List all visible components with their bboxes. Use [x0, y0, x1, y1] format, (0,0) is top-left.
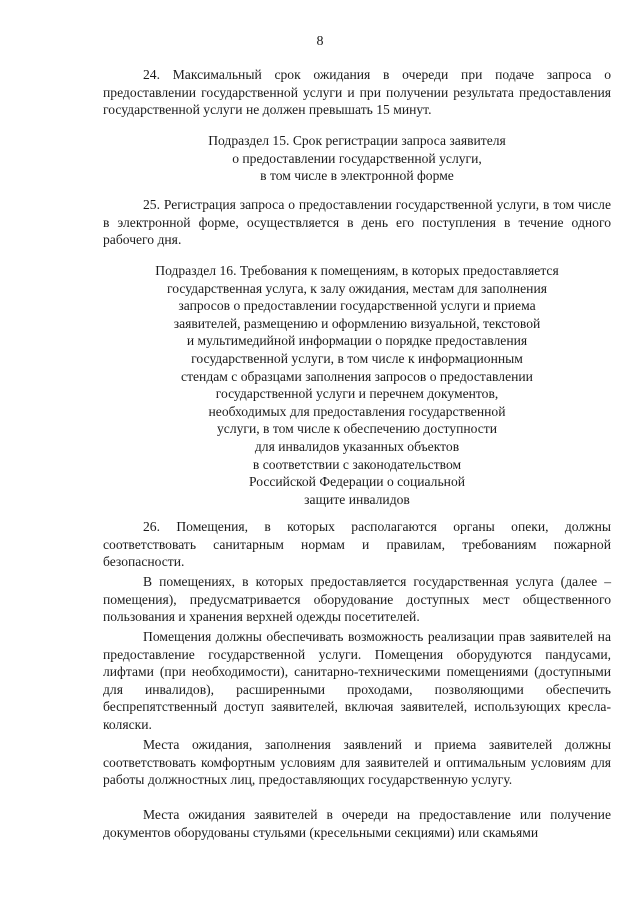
heading-line: необходимых для предоставления государственной: [208, 403, 506, 419]
subsection-15-heading: [103, 132, 611, 185]
heading-line: о предоставлении государственной услуги,: [232, 150, 482, 166]
heading-line: государственной услуги и перечнем документов,: [215, 386, 499, 402]
paragraph-26-waiting-places: Места ожидания, заполнения заявлений и приема заявителей должны соответствовать комфортным условиям для заявителей и оптимальным условиям для работы должностных лиц, предоставляющих государственную услугу.: [103, 737, 611, 788]
heading-line: защите инвалидов: [304, 491, 410, 507]
paragraph-26-accessibility: Помещения должны обеспечивать возможность реализации прав заявителей на предоставление государственной услуги. Помещения оборудуются пандусами, лифтами (при необходимости), санитарно-техническими помещениями (доступными для инвалидов), расширенными проходами, позволяющими обеспечить беспрепятственный доступ заявителей, включая заявителей, использующих кресла-коляски.: [103, 629, 611, 732]
heading-line: стендам с образцами заполнения запросов о предоставлении: [181, 368, 533, 384]
paragraph-24: 24. Максимальный срок ожидания в очереди при подаче запроса о предоставлении государственной услуги и при получении результата предоставления государственной услуги не должен превышать 15 минут.: [103, 67, 611, 118]
heading-line: Подраздел 15. Срок регистрации запроса заявителя: [208, 133, 506, 148]
heading-line: Подраздел 16. Требования к помещениям, в которых предоставляется: [155, 263, 559, 278]
paragraph-26: 26. Помещения, в которых располагаются органы опеки, должны соответствовать санитарным нормам и правилам, требованиям пожарной безопасности.: [103, 519, 611, 570]
heading-line: запросов о предоставлении государственной услуги и приема: [178, 298, 536, 314]
heading-line: заявителей, размещению и оформлению визуальной, текстовой: [173, 315, 541, 331]
paragraph-26-seating: Места ожидания заявителей в очереди на предоставление или получение документов оборудованы стульями (кресельными секциями) или скамьями: [103, 807, 611, 840]
paragraph-26-premises: В помещениях, в которых предоставляется государственная услуга (далее – помещения), предусматривается оборудование доступных мест общественного пользования и хранения верхней одежды посетителей.: [103, 574, 611, 625]
heading-line: государственная услуга, к залу ожидания, местам для заполнения: [166, 280, 547, 296]
heading-line: и мультимедийной информации о порядке предоставления: [186, 333, 528, 349]
heading-line: государственной услуги, в том числе к информационным: [191, 350, 523, 366]
heading-line: в соответствии с законодательством: [252, 456, 462, 472]
heading-line: в том числе в электронной форме: [260, 168, 454, 184]
subsection-16-heading: [103, 262, 611, 508]
heading-line: Российской Федерации о социальной: [248, 474, 466, 490]
heading-line: для инвалидов указанных объектов: [254, 438, 460, 454]
page-number: 8: [316, 34, 324, 49]
paragraph-25: 25. Регистрация запроса о предоставлении государственной услуги, в том числе в электронной форме, осуществляется в день его поступления в течение одного рабочего дня.: [103, 197, 611, 248]
heading-line: услуги, в том числе к обеспечению доступности: [217, 421, 497, 437]
